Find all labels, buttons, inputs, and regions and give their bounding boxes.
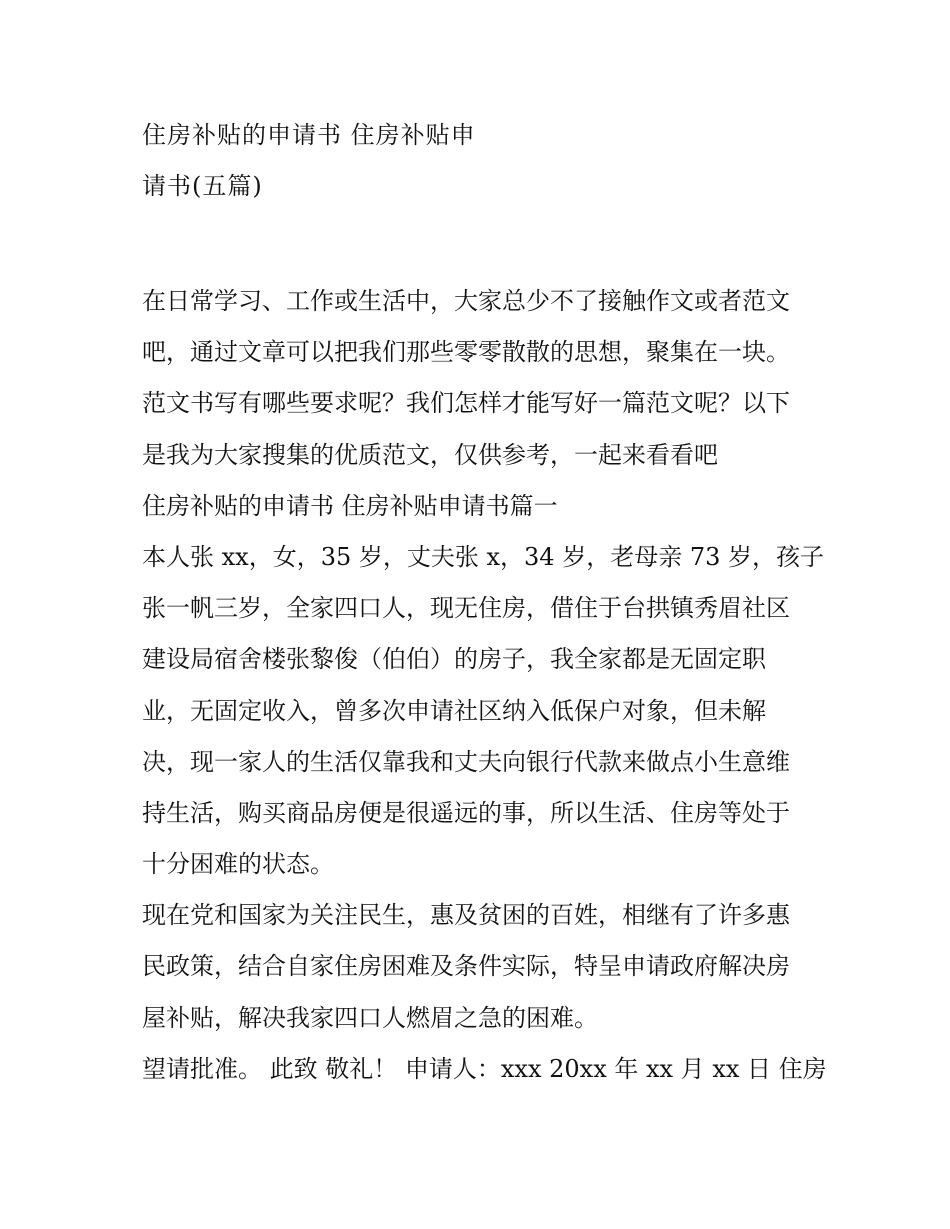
document-body <box>142 280 827 1099</box>
title-line: 请书(五篇) <box>142 172 263 201</box>
title-line: 住房补贴的申请书 住房补贴申 <box>142 121 476 149</box>
body-line: 建设局宿舍楼张黎俊（伯伯）的房子，我全家都是无固定职 <box>142 645 766 674</box>
body-line: 望请批准。 此致 敬礼！ 申请人：xxx 20xx 年 xx 月 xx 日 住房 <box>142 1054 827 1083</box>
body-line: 屋补贴，解决我家四口人燃眉之急的困难。 <box>142 1003 598 1032</box>
body-line: 决，现一家人的生活仅靠我和丈夫向银行代款来做点小生意维 <box>142 747 790 776</box>
body-line: 现在党和国家为关注民生，惠及贫困的百姓，相继有了许多惠 <box>142 901 790 930</box>
body-line: 民政策，结合自家住房困难及条件实际，特呈申请政府解决房 <box>142 952 790 981</box>
body-line: 在日常学习、工作或生活中，大家总少不了接触作文或者范文 <box>142 287 790 315</box>
body-line: 是我为大家搜集的优质范文，仅供参考，一起来看看吧 <box>142 440 718 469</box>
body-line: 十分困难的状态。 <box>142 850 334 879</box>
body-line: 张一帆三岁，全家四口人，现无住房，借住于台拱镇秀眉社区 <box>142 594 790 623</box>
body-line: 业，无固定收入，曾多次申请社区纳入低保户对象，但未解 <box>142 696 766 725</box>
body-line: 吧，通过文章可以把我们那些零零散散的思想，聚集在一块。 <box>142 338 790 367</box>
body-line: 范文书写有哪些要求呢？我们怎样才能写好一篇范文呢？以下 <box>142 389 790 418</box>
section-heading: 住房补贴的申请书 住房补贴申请书篇一 <box>142 491 558 520</box>
body-line: 持生活，购买商品房便是很遥远的事，所以生活、住房等处于 <box>142 798 790 827</box>
body-line: 本人张 xx，女，35 岁，丈夫张 x，34 岁，老母亲 73 岁，孩子 <box>142 542 824 571</box>
document-title <box>142 114 822 216</box>
